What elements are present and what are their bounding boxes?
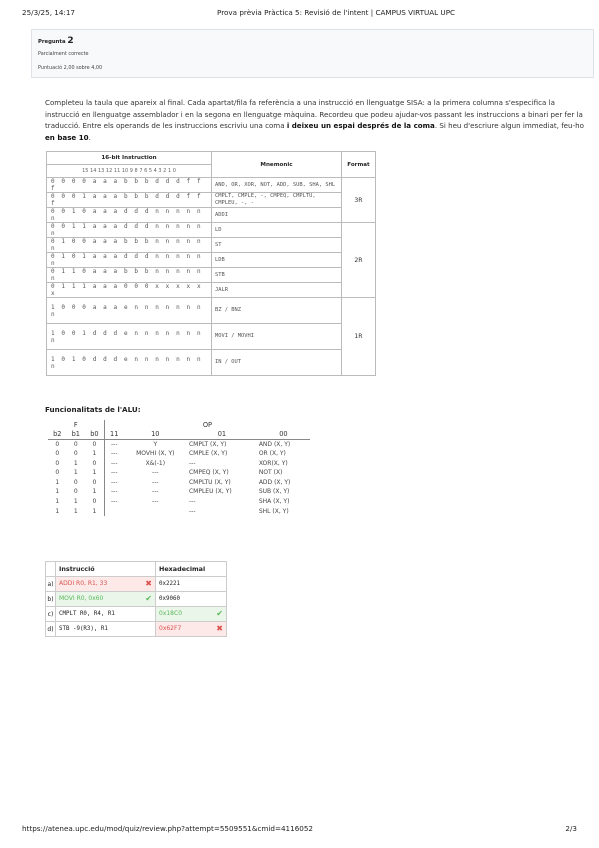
alu-cell: CMPLTU (X, Y)	[188, 478, 231, 486]
question-label: Pregunta 2	[38, 36, 74, 46]
alu-cell: ---	[110, 488, 118, 496]
answer-row-label: c)	[46, 607, 56, 622]
alu-cell: 0	[73, 488, 78, 496]
alu-cell: AND (X, Y)	[258, 440, 291, 448]
alu-cell: CMPLT (X, Y)	[188, 440, 227, 448]
alu-cell: 1	[55, 488, 60, 496]
alu-cell: ---	[110, 440, 118, 448]
question-score: Puntuació 2,00 sobre 4,00	[38, 65, 103, 71]
alu-cell: 1	[55, 498, 60, 506]
alu-cell: X&(-1)	[145, 459, 166, 467]
encoding-mnemonic: STB	[212, 268, 342, 283]
alu-cell: 1	[85, 506, 104, 516]
answer-table	[45, 561, 227, 637]
alu-fbit: b1	[67, 430, 86, 440]
alu-cell: 0	[55, 469, 60, 477]
encoding-bits: 0 0 1 0 a a a d d d n n n n n n	[47, 208, 212, 223]
encoding-mnemonic: MOVI / MOVHI	[212, 324, 342, 350]
encoding-mnemonic: ST	[212, 238, 342, 253]
alu-cell: ---	[152, 488, 159, 496]
answer-hex-input[interactable]: 0x18C0 ✔	[156, 607, 227, 622]
alu-cell: ---	[110, 478, 118, 486]
encoding-bits: 0 1 0 0 a a a b b b n n n n n n	[47, 238, 212, 253]
encoding-mnemonic: BZ / BNZ	[212, 298, 342, 324]
alu-cell: ---	[110, 469, 118, 477]
encoding-bits: 1 0 0 1 d d d e n n n n n n n n	[47, 324, 212, 350]
alu-cell: ---	[110, 450, 118, 458]
encoding-mnemonic: CMPLT, CMPLE, -, CMPEQ, CMPLTU, CMPLEU, -, -	[212, 193, 342, 208]
answer-row-label: b)	[46, 592, 56, 607]
alu-cell: ---	[152, 498, 159, 506]
encoding-mnemonic: LDB	[212, 253, 342, 268]
alu-cell: 1	[73, 469, 78, 477]
header-mnemonic: Mnemonic	[212, 152, 342, 178]
question-status: Parcialment correcte	[38, 51, 89, 57]
answer-hex-given: 0x2221	[156, 577, 227, 592]
header-format: Format	[342, 152, 376, 178]
alu-fbit: b2	[48, 430, 67, 440]
alu-cell: 0	[85, 478, 104, 488]
alu-cell: ---	[110, 459, 118, 467]
encoding-bits: 0 0 0 1 a a a b b b d d d f f f	[47, 193, 212, 208]
alu-cell: ---	[152, 478, 159, 486]
alu-cell: 0	[73, 440, 78, 448]
alu-cell: SHL (X, Y)	[258, 507, 289, 515]
incorrect-icon: ✖	[145, 579, 152, 588]
alu-cell: 1	[85, 487, 104, 497]
answer-hex-input[interactable]: 0x62F7 ✖	[156, 622, 227, 637]
alu-op-col: 10	[124, 430, 187, 440]
alu-cell: 1	[55, 507, 60, 515]
footer-page-number: 2/3	[565, 824, 577, 833]
correct-icon: ✔	[145, 594, 152, 603]
alu-table	[48, 420, 310, 516]
header-16bit: 16-bit Instruction	[47, 152, 212, 165]
question-prompt: Completeu la taula que apareix al final. Cada apartat/fila fa referència a una instrucció en llenguatge SISA: a la primera columna s'especifica la instrucció en llenguatge assemblador i en la segona en llenguatge màquina. Recordeu que podeu ajudar-vos passant les instruccions a binari per fer la traducció. Entre els operands de les instruccions escriviu una coma i deixeu un espai després de la coma. Si heu d'escriure algun immediat, feu-ho en base 10.	[45, 98, 584, 142]
alu-fbit: b0	[85, 430, 104, 440]
alu-cell: CMPLE (X, Y)	[188, 450, 228, 458]
alu-cell: ---	[188, 498, 196, 506]
alu-cell: ADD (X, Y)	[258, 478, 291, 486]
alu-cell	[124, 506, 187, 516]
alu-cell: 0	[73, 478, 78, 486]
alu-cell: CMPLEU (X, Y)	[188, 488, 232, 496]
alu-cell: NOT (X)	[258, 469, 283, 477]
encoding-mnemonic: IN / OUT	[212, 350, 342, 376]
answer-instr-input[interactable]: ADDI R0, R1, 33 ✖	[56, 577, 156, 592]
encoding-bits: 0 0 0 0 a a a b b b d d d f f f	[47, 178, 212, 193]
alu-cell: 1	[55, 478, 60, 486]
encoding-bits: 0 0 1 1 a a a d d d n n n n n n	[47, 223, 212, 238]
alu-cell: ---	[188, 459, 196, 467]
encoding-format: 2R	[342, 223, 376, 298]
answer-header-instr: Instrucció	[56, 562, 156, 577]
alu-cell: ---	[110, 498, 118, 506]
alu-cell: CMPEQ (X, Y)	[188, 469, 229, 477]
incorrect-icon: ✖	[216, 624, 223, 633]
answer-instr-given: CMPLT R0, R4, R1	[56, 607, 156, 622]
alu-cell: 0	[73, 450, 78, 458]
answer-instr-input[interactable]: MOVI R0, 0x60 ✔	[56, 592, 156, 607]
alu-cell: 1	[73, 498, 78, 506]
alu-cell: 0	[85, 439, 104, 449]
alu-op-col: 01	[187, 430, 257, 440]
print-title: Prova prèvia Pràctica 5: Revisió de l'intent | CAMPUS VIRTUAL UPC	[217, 8, 456, 17]
alu-cell: XOR(X, Y)	[258, 459, 288, 467]
alu-cell: 0	[55, 459, 60, 467]
encoding-mnemonic: LD	[212, 223, 342, 238]
bit-labels: 15 14 13 12 11 10 9 8 7 6 5 4 3 2 1 0	[47, 165, 212, 178]
encoding-bits: 0 1 1 1 a a a 0 0 0 x x x x x x	[47, 283, 212, 298]
alu-cell: 1	[73, 507, 78, 515]
encoding-mnemonic: AND, OR, XOR, NOT, ADD, SUB, SHA, SHL	[212, 178, 342, 193]
encoding-format: 3R	[342, 178, 376, 223]
alu-title: Funcionalitats de l'ALU:	[45, 405, 141, 414]
print-date: 25/3/25, 14:17	[22, 8, 75, 17]
alu-op-col: 00	[257, 430, 310, 440]
encoding-mnemonic: JALR	[212, 283, 342, 298]
alu-cell: 1	[85, 449, 104, 459]
alu-op-col: 11	[104, 430, 123, 440]
answer-header-hex: Hexadecimal	[156, 562, 227, 577]
alu-cell: Y	[153, 440, 158, 448]
alu-cell: 0	[55, 450, 60, 458]
correct-icon: ✔	[216, 609, 223, 618]
answer-hex-given: 0x9060	[156, 592, 227, 607]
alu-cell: SHA (X, Y)	[258, 498, 290, 506]
alu-cell: 1	[85, 468, 104, 478]
alu-cell: 0	[85, 458, 104, 468]
alu-cell: OR (X, Y)	[258, 450, 286, 458]
alu-cell: SUB (X, Y)	[258, 488, 290, 496]
alu-op-label: OP	[202, 420, 212, 429]
alu-cell: MOVHI (X, Y)	[136, 450, 175, 458]
answer-row-label: a)	[46, 577, 56, 592]
question-info-box	[31, 29, 594, 78]
footer-url: https://atenea.upc.edu/mod/quiz/review.php?attempt=5509551&cmid=4116052	[22, 824, 313, 833]
encoding-bits: 0 1 0 1 a a a d d d n n n n n n	[47, 253, 212, 268]
question-number: 2	[67, 36, 74, 46]
alu-f-label: F	[73, 420, 78, 429]
encoding-bits: 0 1 1 0 a a a b b b n n n n n n	[47, 268, 212, 283]
encoding-format: 1R	[342, 298, 376, 376]
alu-cell: ---	[152, 469, 159, 477]
encoding-bits: 1 0 0 0 a a a e n n n n n n n n	[47, 298, 212, 324]
print-header	[22, 8, 577, 20]
encoding-mnemonic: ADDI	[212, 208, 342, 223]
alu-cell: 1	[73, 459, 78, 467]
answer-instr-given: STB -9(R3), R1	[56, 622, 156, 637]
alu-cell: 0	[55, 440, 60, 448]
alu-cell	[104, 506, 123, 516]
encoding-bits: 1 0 1 0 d d d e n n n n n n n n	[47, 350, 212, 376]
instruction-encoding-table	[46, 151, 376, 376]
answer-row-label: d)	[46, 622, 56, 637]
alu-cell: ---	[188, 507, 196, 515]
alu-cell: 0	[85, 497, 104, 507]
